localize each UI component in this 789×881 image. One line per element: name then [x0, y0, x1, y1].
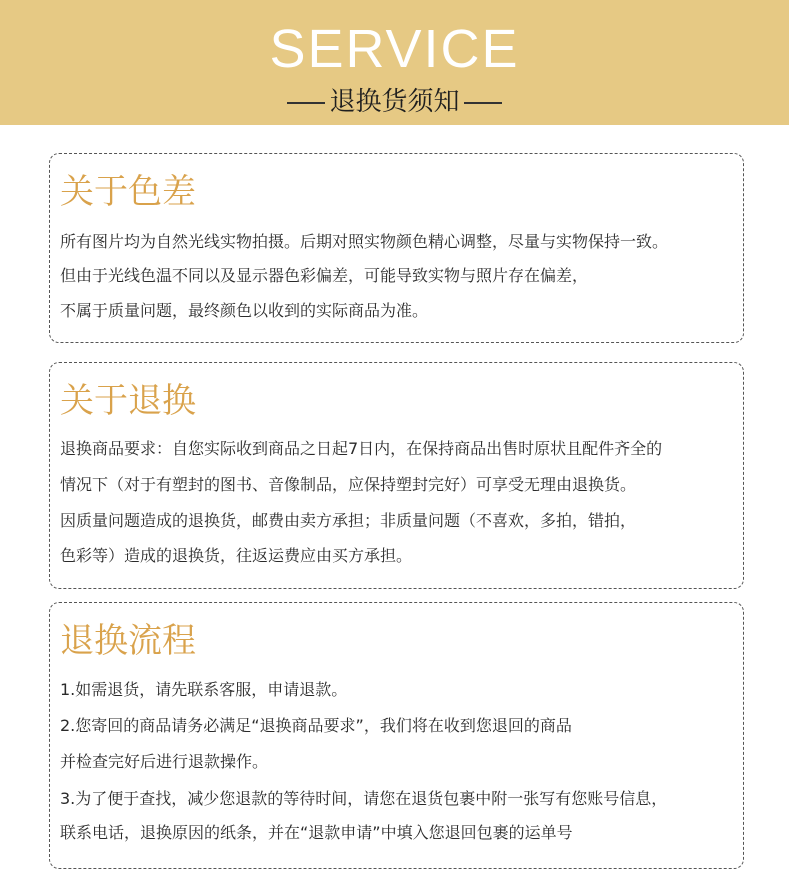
banner-subtitle: 退换货须知 [329, 87, 460, 117]
banner-subtitle-row [0, 84, 789, 120]
subtitle-left-dash [287, 102, 325, 104]
section-line: 因质量问题造成的退换货，邮费由卖方承担；非质量问题（不喜欢，多拍，错拍， [60, 511, 637, 530]
section-line: 1.如需退货，请先联系客服，申请退款。 [60, 680, 348, 699]
service-banner [0, 0, 789, 125]
section-line: 联系电话，退换原因的纸条，并在“退款申请”中填入您退回包裹的运单号 [60, 823, 573, 842]
section-line: 但由于光线色温不同以及显示器色彩偏差，可能导致实物与照片存在偏差， [60, 266, 589, 285]
section-line: 所有图片均为自然光线实物拍摄。后期对照实物颜色精心调整，尽量与实物保持一致。 [60, 232, 669, 251]
section-line: 2.您寄回的商品请务必满足“退换商品要求”，我们将在收到您退回的商品 [60, 716, 572, 735]
subtitle-right-dash [464, 102, 502, 104]
section-title: 关于色差 [60, 172, 196, 212]
section-return-process [49, 602, 744, 869]
section-line: 3.为了便于查找，减少您退款的等待时间，请您在退货包裹中附一张写有您账号信息， [60, 789, 668, 808]
section-color-difference [49, 153, 744, 343]
section-return-policy [49, 362, 744, 589]
section-line: 色彩等）造成的退换货，往返运费应由买方承担。 [60, 546, 413, 565]
section-title: 退换流程 [60, 621, 196, 661]
banner-title: SERVICE [269, 19, 520, 79]
section-line: 不属于质量问题，最终颜色以收到的实际商品为准。 [60, 301, 429, 320]
section-line: 退换商品要求：自您实际收到商品之日起7日内，在保持商品出售时原状且配件齐全的 [60, 439, 663, 458]
section-line: 并检查完好后进行退款操作。 [60, 752, 269, 771]
section-line: 情况下（对于有塑封的图书、音像制品，应保持塑封完好）可享受无理由退换货。 [60, 475, 637, 494]
section-title: 关于退换 [60, 381, 196, 421]
